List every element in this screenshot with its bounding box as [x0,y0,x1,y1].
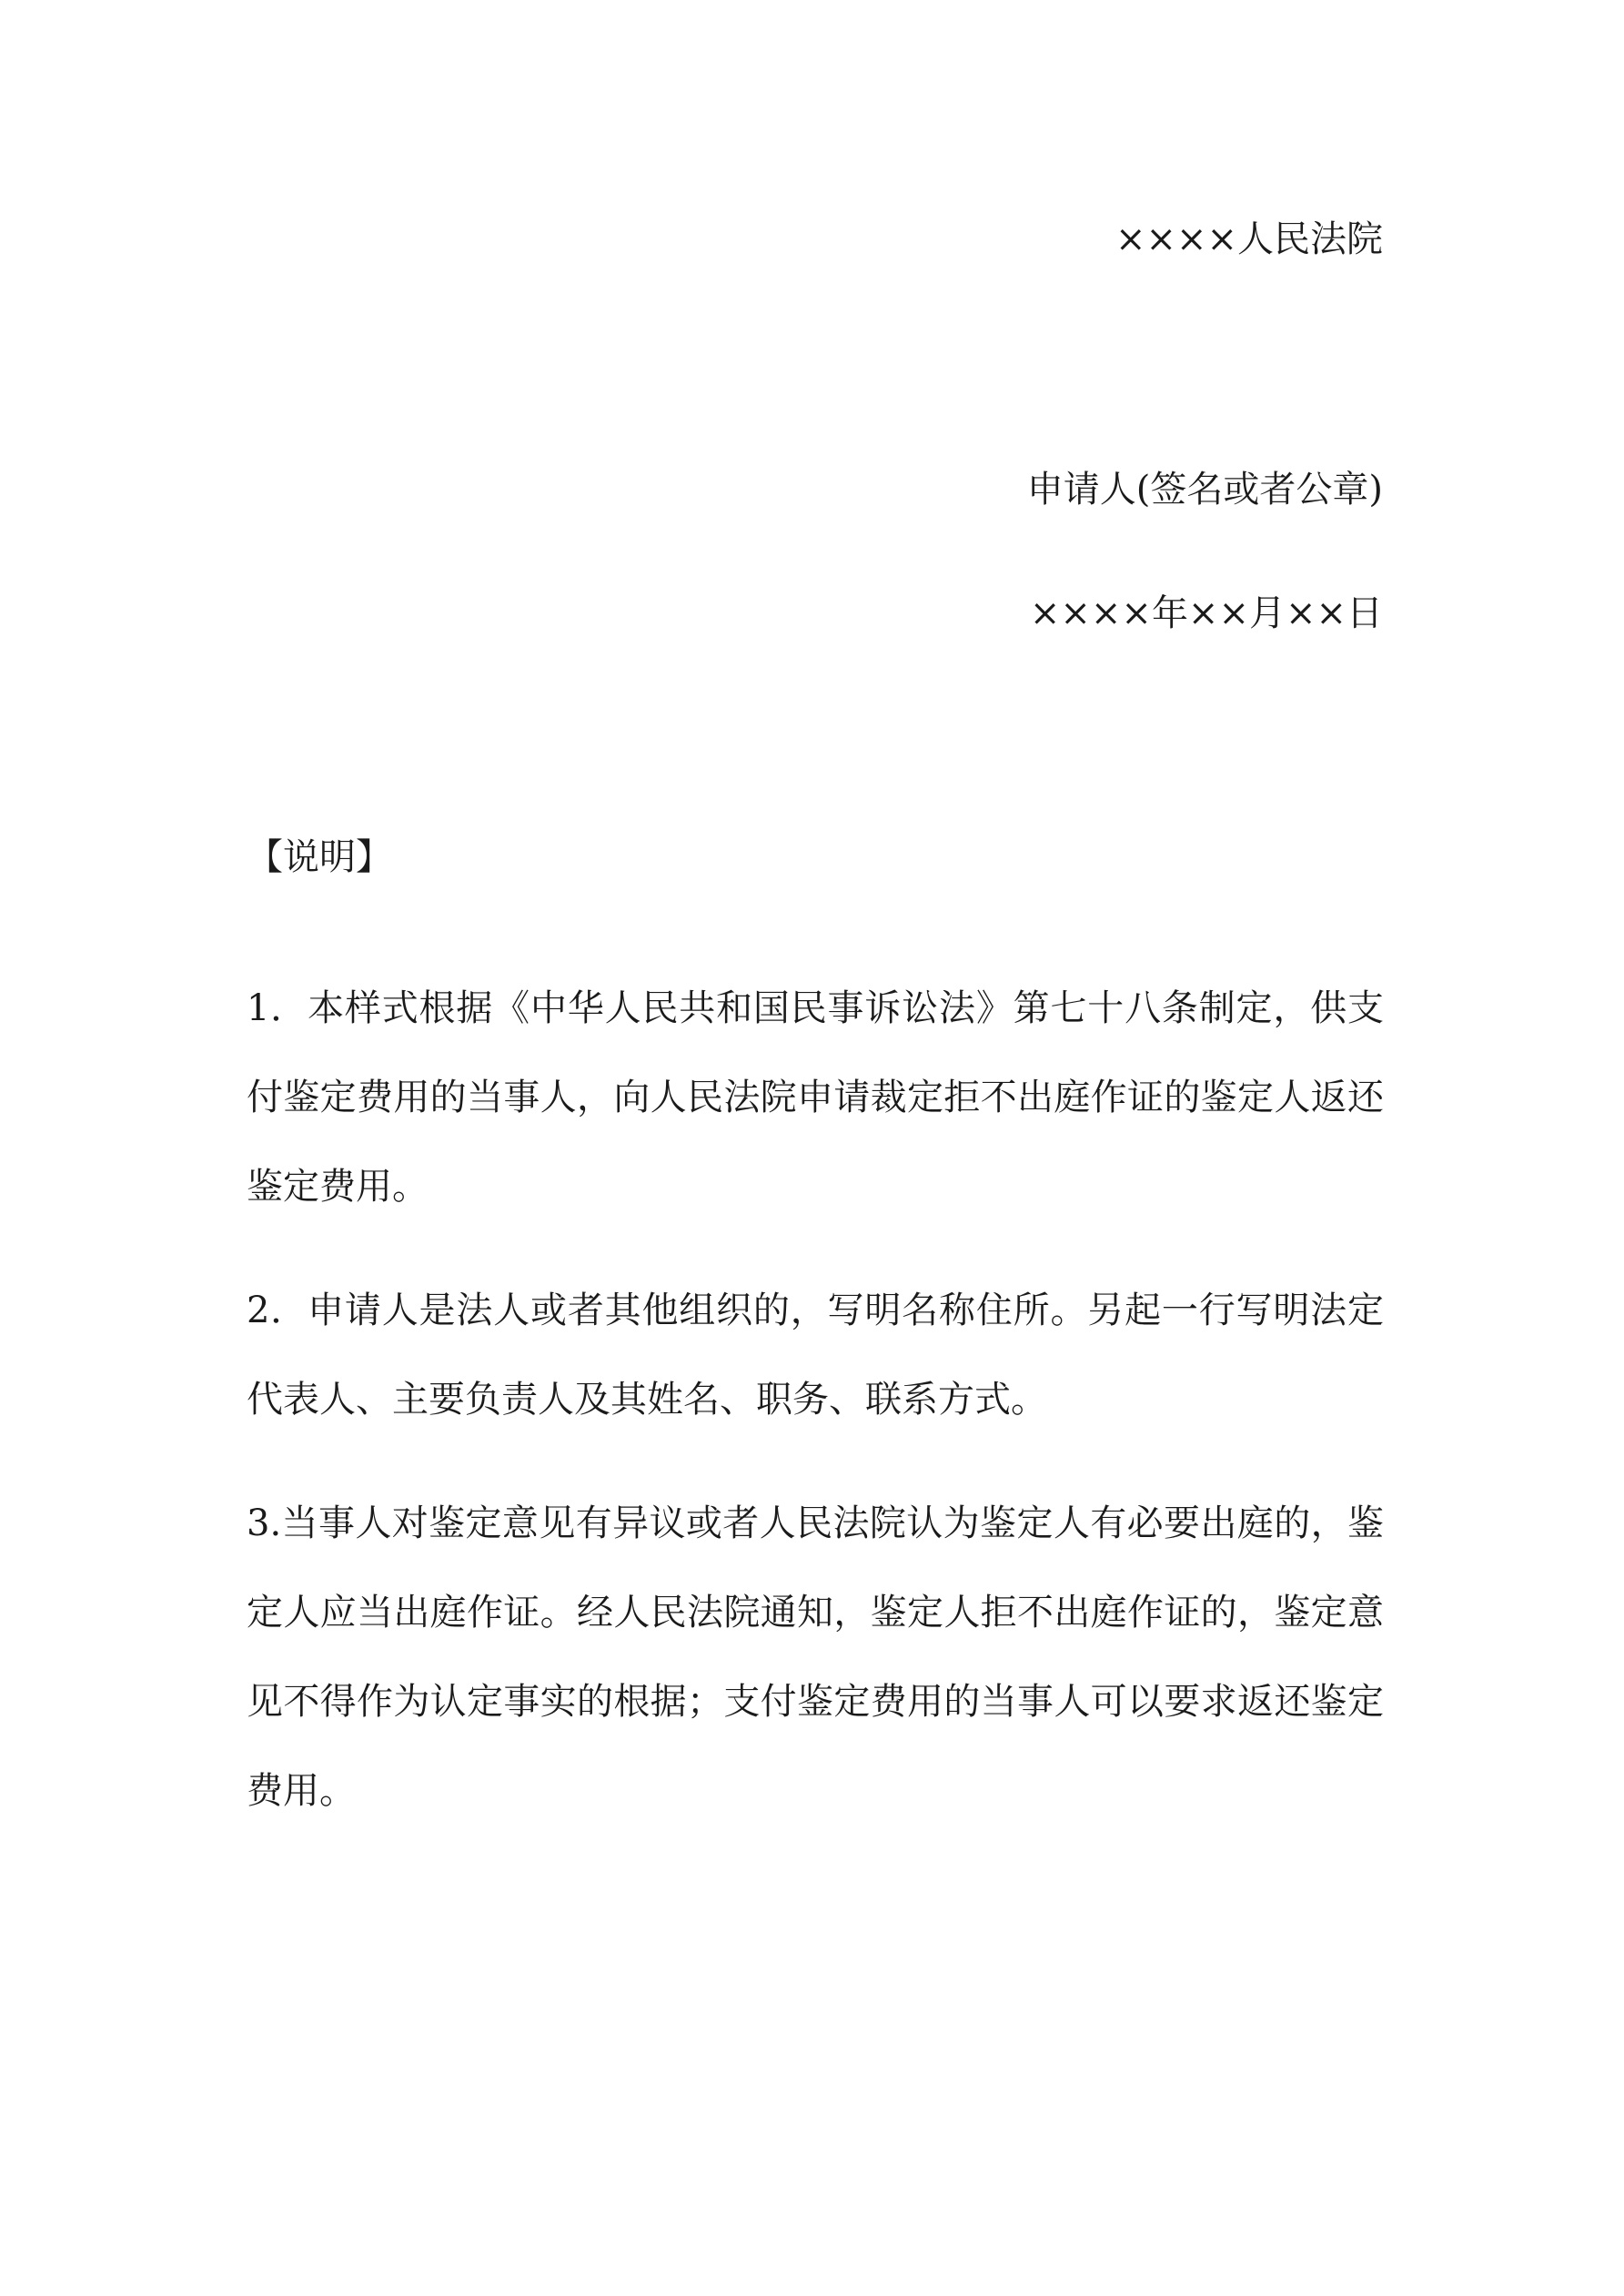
note-item-3: 3.当事人对鉴定意见有异议或者人民法院认为鉴定人有必要出庭的，鉴定人应当出庭作证。经人民法院通知，鉴定人拒不出庭作证的，鉴定意见不得作为认定事实的根据；支付鉴定费用的当事人可以要求返还鉴定费用。 [247,1502,1384,1812]
notes-section [247,836,1384,1836]
date-line: ××××年××月××日 [1029,592,1383,634]
court-name: ××××人民法院 [1115,218,1383,260]
note-item-2: 2．申请人是法人或者其他组织的，写明名称住所。另起一行写明法定代表人、主要负责人及其姓名、职务、联系方式。 [247,1290,1384,1421]
applicant-signature-line: 申请人(签名或者公章) [1026,469,1383,511]
notes-title: 【说明】 [247,836,392,878]
note-item-1: 1．本样式根据《中华人民共和国民事诉讼法》第七十八条制定，供支付鉴定费用的当事人，向人民法院申请裁定拒不出庭作证的鉴定人返还鉴定费用。 [247,987,1384,1208]
